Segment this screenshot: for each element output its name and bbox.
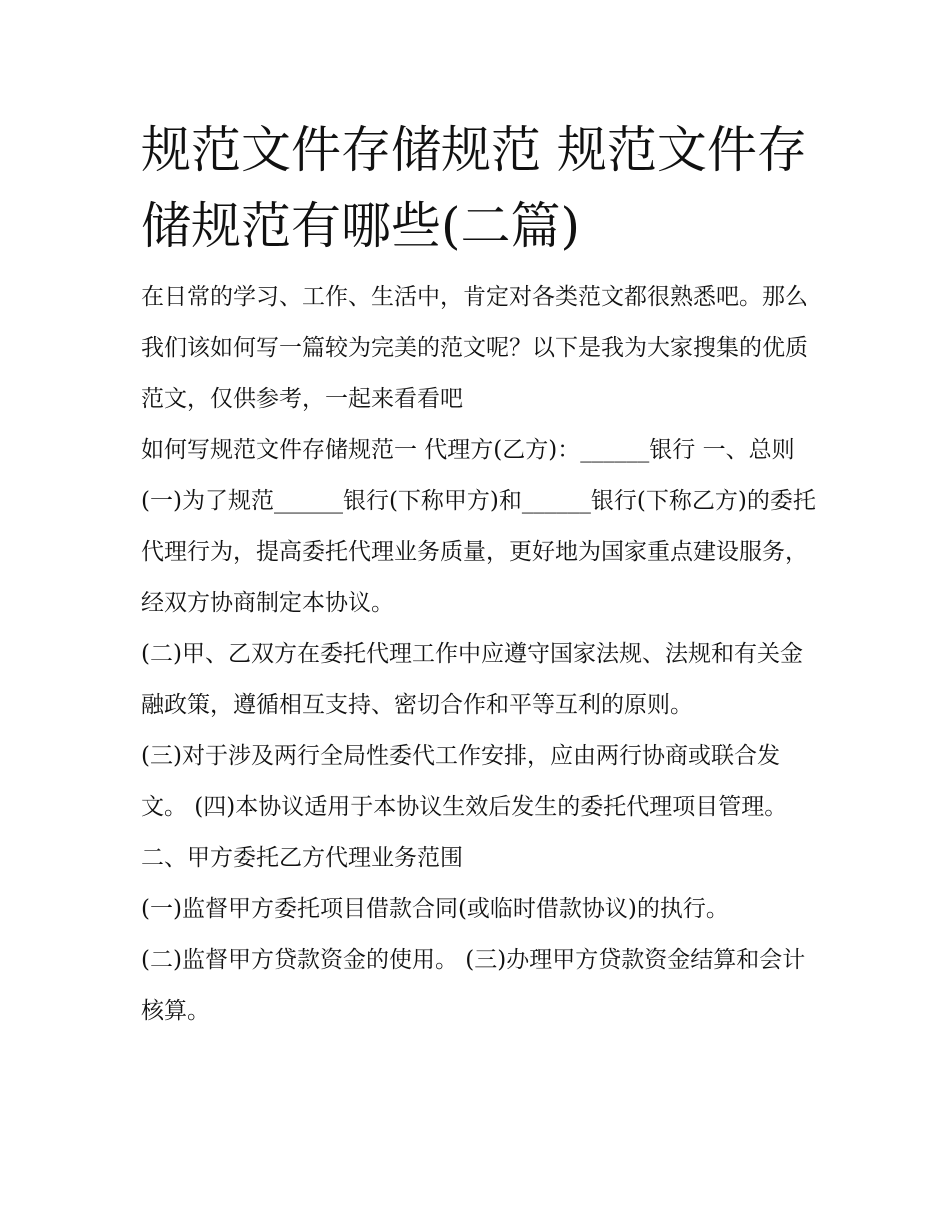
paragraph-scope-1: (一)监督甲方委托项目借款合同(或临时借款协议)的执行。 (141, 896, 729, 922)
paragraph-clause-1: (一)为了规范______银行(下称甲方)和______银行(下称乙方)的委托代理行为，提高委托代理业务质量，更好地为国家重点建设服务，经双方协商制定本协议。 (141, 488, 816, 616)
paragraph-clause-3-4: (三)对于涉及两行全局性委代工作安排，应由两行协商或联合发文。 (四)本协议适用于本协议生效后发生的委托代理项目管理。 二、甲方委托乙方代理业务范围 (141, 743, 788, 871)
paragraph-clause-2: (二)甲、乙双方在委托代理工作中应遵守国家法规、法规和有关金融政策，遵循相互支持、密切合作和平等互利的原则。 (141, 641, 803, 718)
paragraph-heading-general: 如何写规范文件存储规范一 代理方(乙方)：______银行 一、总则 (141, 437, 795, 463)
paragraph-scope-2-3: (二)监督甲方贷款资金的使用。 (三)办理甲方贷款资金结算和会计核算。 (141, 947, 806, 1024)
paragraph-intro: 在日常的学习、工作、生活中，肯定对各类范文都很熟悉吧。那么我们该如何写一篇较为完美的范文呢？以下是我为大家搜集的优质范文，仅供参考，一起来看看吧 (141, 284, 808, 412)
document-title: 规范文件存储规范 规范文件存储规范有哪些(二篇) (141, 121, 807, 255)
document-page (141, 112, 821, 1037)
